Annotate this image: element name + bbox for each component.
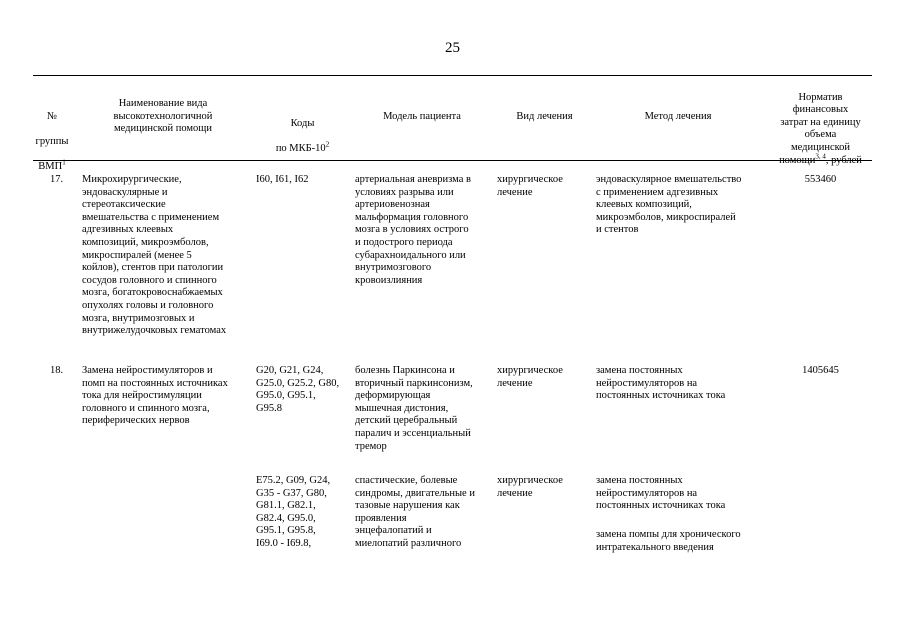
row-17-financial-norm: 553460 (804, 174, 837, 185)
header-care-name: Наименование вида высокотехнологичной медицинской помощи (113, 98, 213, 135)
row-17-number: 17. (50, 174, 64, 185)
row-18-number: 18. (50, 365, 64, 376)
page-number: 25 (445, 40, 460, 56)
row-17-treatment-method: эндоваскулярное вмешательство с применением адгезивных клеевых композиций, микроэмболов, микроспиралей и стентов (596, 174, 742, 236)
row-18b-icd-codes: E75.2, G09, G24, G35 - G37, G80, G81.1, G82.1, G82.4, G95.0, G95.1, G95.8, I69.0 - I69.8, (256, 475, 331, 549)
row-18-financial-norm: 1405645 (802, 365, 839, 376)
header-icd-codes-line2 (255, 140, 350, 156)
header-group-number-line3 (30, 158, 74, 174)
header-icd-codes-text: по МКБ-10 (275, 142, 326, 154)
row-18-treatment-type: хирургическое лечение (497, 365, 563, 389)
row-17-patient-model: артериальная аневризма в условиях разрыва или артериовенозная мальформация головного мозга в условиях острого и подострого периода субарахноидального или внутримозгового кровоизлияния (355, 174, 471, 286)
header-group-number-text: ВМП (38, 160, 63, 172)
row-18-patient-model: болезнь Паркинсона и вторичный паркинсонизм, деформирующая мышечная дистония, детский церебральный паралич и эссенциальный тремор (355, 365, 473, 452)
header-financial-norm (767, 79, 874, 167)
row-17-treatment-type: хирургическое лечение (497, 174, 563, 198)
row-17-care-name: Микрохирургические, эндоваскулярные и стереотаксические вмешательства с применением адгезивных клеевых композиций, микроэмболов, микроспиралей (менее 5 койлов), стентов при патологии сосудов головного и спинного мозга, богатокровоснабжаемых опухолях головы и головного мозга, внутримозговых и внутрижелудочковых гематомах (82, 174, 227, 337)
footnote-marker: 1 (62, 158, 66, 167)
row-18b-treatment-type: хирургическое лечение (497, 475, 563, 499)
header-icd-codes (255, 105, 350, 168)
header-financial-norm-text: Норматив финансовых затрат на единицу объема медицинской помощи (779, 91, 861, 166)
row-18-care-name: Замена нейростимуляторов и помп на постоянных источниках тока для нейростимуляции головного и спинного мозга, периферических нервов (82, 365, 228, 427)
header-group-number-line1: № (46, 110, 58, 122)
footnote-marker: 2 (325, 140, 330, 149)
table-header-rule (33, 160, 872, 161)
footnote-marker: 3, 4 (815, 152, 826, 161)
row-18-icd-codes: G20, G21, G24, G25.0, G25.2, G80, G95.0, G95.1, G95.8 (256, 365, 340, 414)
row-18b-treatment-method-2: замена помпы для хронического интратекального введения (596, 529, 741, 553)
header-icd-codes-line1: Коды (290, 117, 315, 129)
table-top-rule (33, 75, 872, 76)
header-patient-model: Модель пациента (383, 111, 461, 122)
row-18b-patient-model: спастические, болевые синдромы, двигательные и тазовые нарушения как проявления энцефалопатий и миелопатий различного (355, 475, 475, 549)
header-group-number-line2: группы (35, 135, 69, 147)
header-treatment-method: Метод лечения (644, 111, 712, 122)
row-18-treatment-method: замена постоянных нейростимуляторов на постоянных источниках тока (596, 365, 726, 402)
row-18b-treatment-method: замена постоянных нейростимуляторов на постоянных источниках тока (596, 475, 726, 512)
row-17-icd-codes: I60, I61, I62 (256, 174, 309, 185)
header-financial-norm-tail: , рублей (825, 154, 862, 166)
header-group-number (30, 98, 74, 186)
header-treatment-type: Вид лечения (516, 111, 573, 122)
